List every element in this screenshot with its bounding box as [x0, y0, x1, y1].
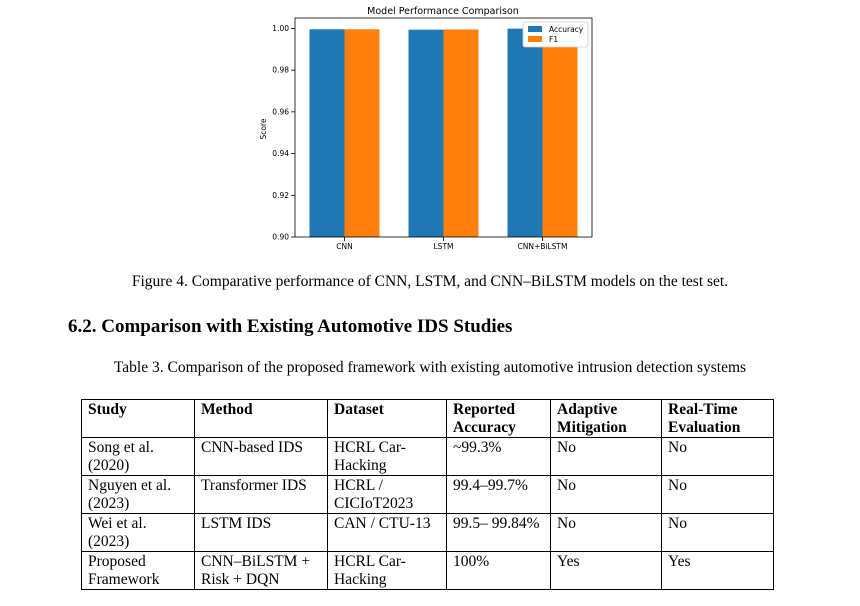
comparison-table	[81, 399, 774, 590]
table-cell: No	[551, 476, 662, 514]
table-cell: No	[551, 438, 662, 476]
table-row	[82, 438, 774, 476]
header-method: Method	[195, 400, 328, 438]
header-real-time-evaluation: Real-Time Evaluation	[662, 400, 774, 438]
table-cell: No	[662, 514, 774, 552]
legend-label-f1: F1	[549, 35, 559, 44]
table-cell: CNN-based IDS	[195, 438, 328, 476]
figure-caption: Figure 4. Comparative performance of CNN, LSTM, and CNN–BiLSTM models on the test set.	[131, 273, 729, 290]
table-cell: No	[551, 514, 662, 552]
table-cell: HCRL / CICIoT2023	[328, 476, 447, 514]
y-tick-label: 0.94	[272, 149, 289, 159]
table-cell: LSTM IDS	[195, 514, 328, 552]
section-heading: 6.2. Comparison with Existing Automotive IDS Studies	[68, 316, 513, 337]
y-tick-label: 0.98	[272, 65, 289, 75]
header-study: Study	[82, 400, 195, 438]
y-tick-label: 0.90	[272, 232, 289, 242]
legend-label-accuracy: Accuracy	[549, 25, 584, 34]
table-cell: No	[662, 476, 774, 514]
table-row	[82, 552, 774, 590]
x-tick-label: LSTM	[433, 242, 454, 251]
table-cell: HCRL Car-Hacking	[328, 552, 447, 590]
table-cell: Yes	[662, 552, 774, 590]
table-cell: No	[662, 438, 774, 476]
table-row	[82, 514, 774, 552]
bar-f1-cnn-bilstm	[543, 29, 578, 237]
table-cell: CAN / CTU-13	[328, 514, 447, 552]
header-reported-accuracy: Reported Accuracy	[447, 400, 551, 438]
chart-legend	[523, 22, 588, 47]
model-performance-chart	[0, 0, 860, 260]
table-cell: Nguyen et al. (2023)	[82, 476, 195, 514]
bar-f1-cnn	[345, 29, 380, 237]
y-tick-label: 0.92	[272, 190, 289, 200]
table-row	[82, 476, 774, 514]
table-caption: Table 3. Comparison of the proposed framework with existing automotive intrusion detection systems	[113, 359, 747, 376]
table-cell: ~99.3%	[447, 438, 551, 476]
table-cell: Wei et al. (2023)	[82, 514, 195, 552]
table-cell: 99.5– 99.84%	[447, 514, 551, 552]
table-cell: Proposed Framework	[82, 552, 195, 590]
chart-title: Model Performance Comparison	[367, 6, 519, 17]
table-cell: Yes	[551, 552, 662, 590]
bar-accuracy-cnn-bilstm	[508, 29, 543, 237]
table-cell: 99.4–99.7%	[447, 476, 551, 514]
header-adaptive-mitigation: Adaptive Mitigation	[551, 400, 662, 438]
table-header-row	[82, 400, 774, 438]
table-cell: CNN–BiLSTM + Risk + DQN	[195, 552, 328, 590]
y-tick-label: 1.00	[272, 23, 289, 33]
bar-f1-lstm	[444, 29, 479, 237]
header-dataset: Dataset	[328, 400, 447, 438]
legend-swatch-f1	[528, 36, 542, 42]
x-tick-label: CNN	[336, 242, 353, 251]
y-axis-label: Score	[259, 118, 268, 140]
table-cell: HCRL Car-Hacking	[328, 438, 447, 476]
table-cell: Transformer IDS	[195, 476, 328, 514]
bar-accuracy-cnn	[310, 29, 345, 237]
table-cell: 100%	[447, 552, 551, 590]
legend-swatch-accuracy	[528, 26, 542, 32]
table-cell: Song et al. (2020)	[82, 438, 195, 476]
bar-accuracy-lstm	[409, 30, 444, 237]
x-tick-label: CNN+BiLSTM	[517, 242, 568, 251]
y-tick-label: 0.96	[272, 107, 289, 117]
